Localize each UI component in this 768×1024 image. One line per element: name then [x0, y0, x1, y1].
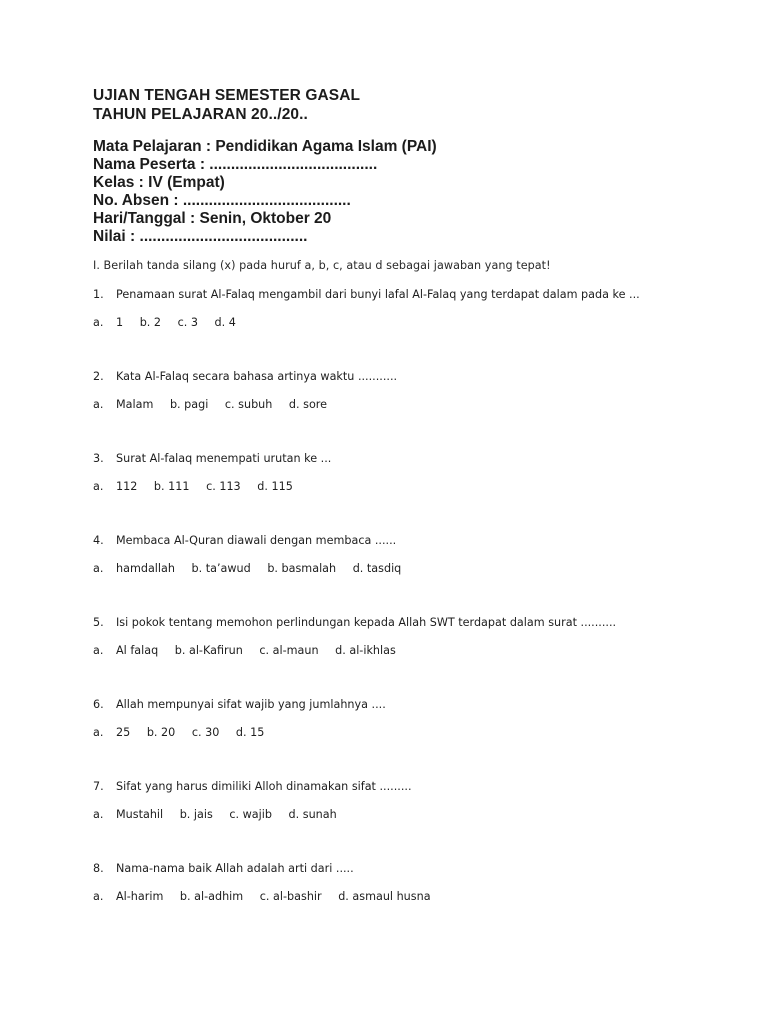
date-field: Hari/Tanggal : Senin, Oktober 20: [93, 210, 332, 227]
option-c: c. wajib: [229, 808, 272, 821]
option-b: b. al-Kafirun: [174, 644, 243, 657]
question-text: Membaca Al-Quran diawali dengan membaca ......: [116, 534, 397, 547]
option-a: 25: [116, 726, 131, 739]
score-field: Nilai : .......................................: [93, 228, 308, 245]
option-c: c. 113: [206, 480, 241, 493]
option-b: b. pagi: [169, 398, 209, 411]
exam-title-line2: TAHUN PELAJARAN 20../20..: [93, 106, 308, 123]
question-item: [93, 533, 713, 615]
option-label: a.: [93, 644, 104, 657]
option-b: b. 111: [153, 480, 190, 493]
option-label: a.: [93, 890, 104, 903]
option-d: d. 115: [257, 480, 293, 493]
question-text: Nama-nama baik Allah adalah arti dari .....: [116, 862, 354, 875]
option-a: Malam: [116, 398, 154, 411]
option-c: b. basmalah: [267, 562, 337, 575]
option-d: d. 15: [235, 726, 265, 739]
question-number: 1.: [93, 288, 104, 301]
option-label: a.: [93, 316, 104, 329]
option-b: b. 20: [146, 726, 176, 739]
option-b: b. 2: [139, 316, 162, 329]
option-label: a.: [93, 480, 104, 493]
question-text: Isi pokok tentang memohon perlindungan kepada Allah SWT terdapat dalam surat ..........: [116, 616, 617, 629]
option-b: b. jais: [179, 808, 213, 821]
question-number: 6.: [93, 698, 104, 711]
question-number: 8.: [93, 862, 104, 875]
option-c: c. al-maun: [259, 644, 319, 657]
question-number: 3.: [93, 452, 104, 465]
option-c: c. subuh: [224, 398, 273, 411]
question-number: 2.: [93, 370, 104, 383]
option-label: a.: [93, 808, 104, 821]
option-label: a.: [93, 562, 104, 575]
question-item: [93, 697, 713, 779]
class-field: Kelas : IV (Empat): [93, 174, 225, 191]
question-list: [93, 287, 713, 943]
question-item: [93, 369, 713, 451]
question-number: 4.: [93, 534, 104, 547]
option-c: c. al-bashir: [259, 890, 322, 903]
instruction-text: I. Berilah tanda silang (x) pada huruf a, b, c, atau d sebagai jawaban yang tepat!: [93, 259, 551, 272]
option-a: 1: [116, 316, 124, 329]
option-d: d. 4: [214, 316, 236, 329]
question-item: [93, 615, 713, 697]
exam-header: [93, 86, 437, 246]
option-b: b. ta’awud: [191, 562, 251, 575]
option-d: d. tasdiq: [352, 562, 402, 575]
option-d: d. sore: [288, 398, 328, 411]
exam-title-line1: UJIAN TENGAH SEMESTER GASAL: [93, 87, 361, 104]
question-number: 5.: [93, 616, 104, 629]
option-label: a.: [93, 398, 104, 411]
question-text: Sifat yang harus dimiliki Alloh dinamakan sifat .........: [116, 780, 412, 793]
option-a: 112: [116, 480, 138, 493]
option-c: c. 30: [191, 726, 220, 739]
option-a: Al falaq: [116, 644, 159, 657]
option-d: d. sunah: [288, 808, 337, 821]
question-text: Surat Al-falaq menempati urutan ke ...: [116, 452, 332, 465]
option-d: d. al-ikhlas: [335, 644, 396, 657]
option-c: c. 3: [177, 316, 198, 329]
question-text: Allah mempunyai sifat wajib yang jumlahnya ....: [116, 698, 386, 711]
question-number: 7.: [93, 780, 104, 793]
question-item: [93, 451, 713, 533]
option-a: hamdallah: [116, 562, 175, 575]
subject-field: Mata Pelajaran : Pendidikan Agama Islam (PAI): [93, 138, 437, 155]
question-text: Kata Al-Falaq secara bahasa artinya waktu ...........: [116, 370, 398, 383]
question-text: Penamaan surat Al-Falaq mengambil dari bunyi lafal Al-Falaq yang terdapat dalam pada ke ...: [116, 288, 640, 301]
attendance-number-field: No. Absen : .......................................: [93, 192, 351, 209]
option-d: d. asmaul husna: [338, 890, 431, 903]
question-item: [93, 287, 713, 369]
option-b: b. al-adhim: [179, 890, 244, 903]
question-item: [93, 779, 713, 861]
option-a: Mustahil: [116, 808, 164, 821]
question-item: [93, 861, 713, 943]
option-a: Al-harim: [116, 890, 164, 903]
student-name-field: Nama Peserta : .......................................: [93, 156, 378, 173]
option-label: a.: [93, 726, 104, 739]
